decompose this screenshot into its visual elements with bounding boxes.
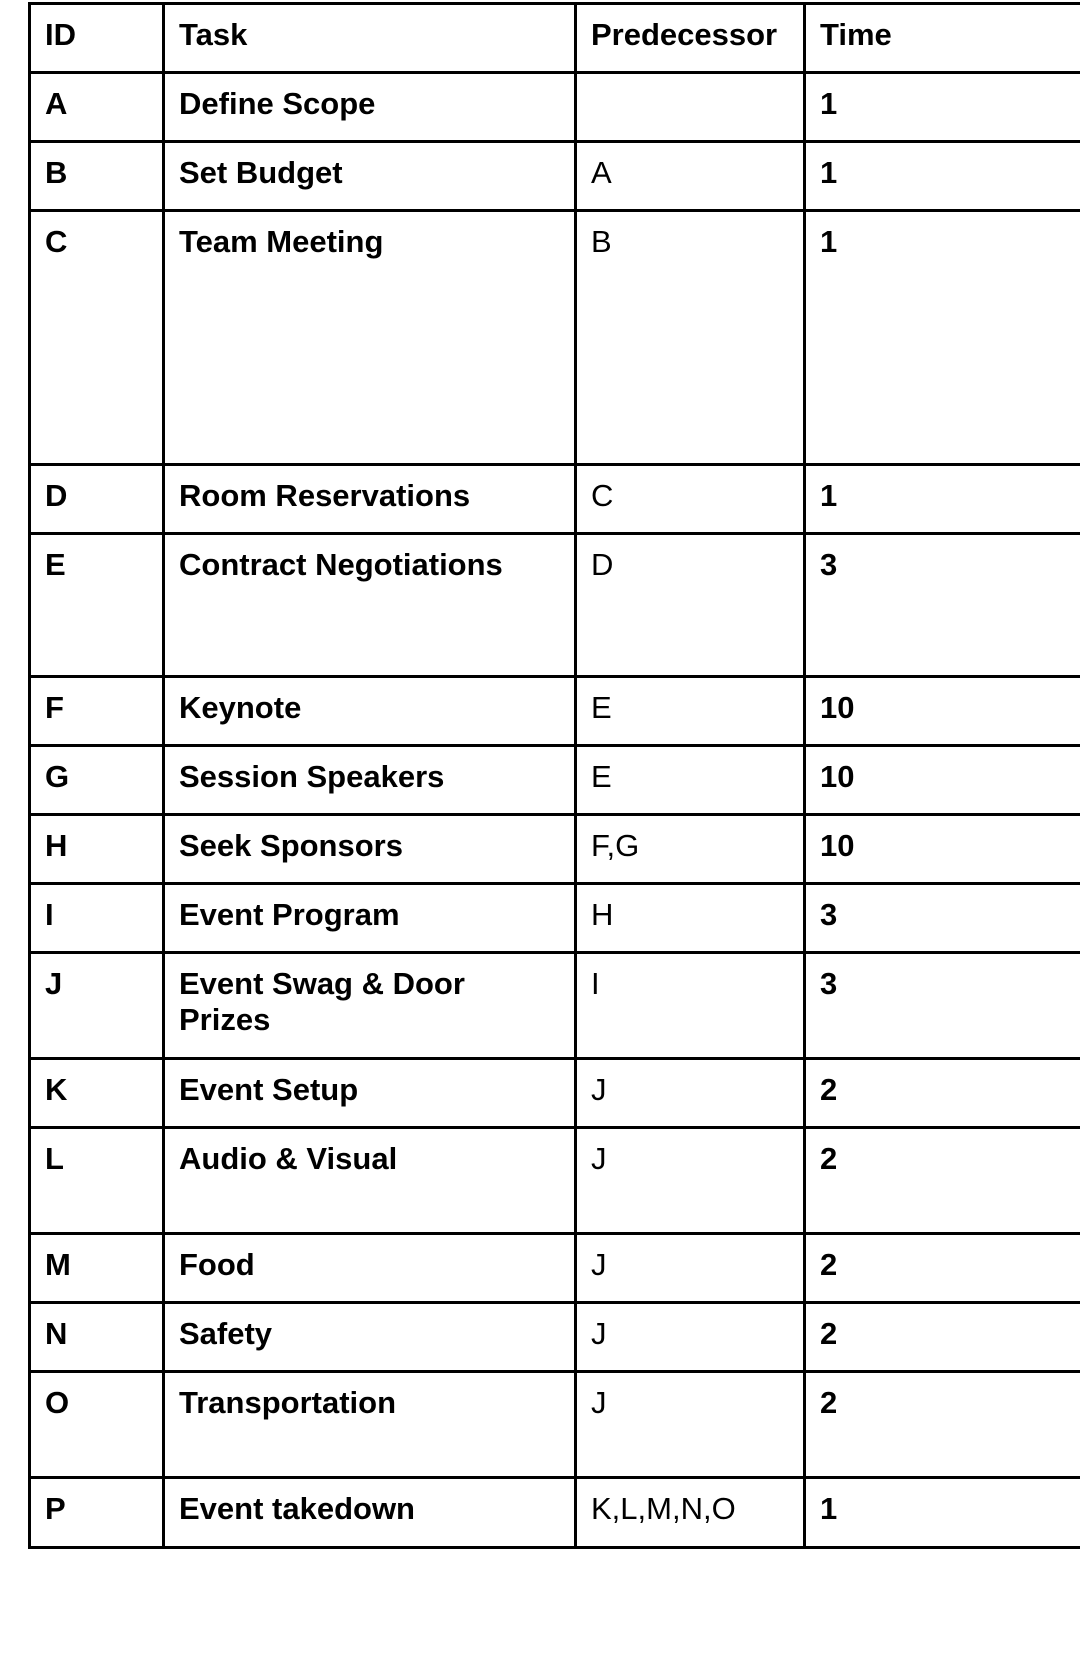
cell-time: 1 bbox=[805, 142, 1080, 211]
table-row bbox=[30, 142, 1080, 211]
table-row bbox=[30, 746, 1080, 815]
table-row bbox=[30, 953, 1080, 1059]
cell-time: 2 bbox=[805, 1234, 1080, 1303]
cell-time: 3 bbox=[805, 884, 1080, 953]
cell-id: D bbox=[30, 465, 164, 534]
cell-predecessor: I bbox=[576, 953, 805, 1059]
cell-task: Keynote bbox=[164, 677, 576, 746]
header-task: Task bbox=[164, 4, 576, 73]
cell-id: G bbox=[30, 746, 164, 815]
cell-time: 1 bbox=[805, 465, 1080, 534]
cell-task: Event takedown bbox=[164, 1478, 576, 1548]
table-row bbox=[30, 1478, 1080, 1548]
cell-id: F bbox=[30, 677, 164, 746]
table-header-row bbox=[30, 4, 1080, 73]
cell-task: Room Reservations bbox=[164, 465, 576, 534]
cell-task: Food bbox=[164, 1234, 576, 1303]
cell-id: K bbox=[30, 1059, 164, 1128]
cell-id: O bbox=[30, 1372, 164, 1478]
cell-predecessor bbox=[576, 73, 805, 142]
cell-time: 1 bbox=[805, 1478, 1080, 1548]
cell-task: Event Setup bbox=[164, 1059, 576, 1128]
task-table-container bbox=[28, 2, 1080, 1549]
cell-id: P bbox=[30, 1478, 164, 1548]
table-row bbox=[30, 465, 1080, 534]
cell-task: Contract Negotiations bbox=[164, 534, 576, 677]
cell-predecessor: A bbox=[576, 142, 805, 211]
cell-predecessor: E bbox=[576, 746, 805, 815]
cell-predecessor: E bbox=[576, 677, 805, 746]
cell-time: 2 bbox=[805, 1372, 1080, 1478]
cell-time: 10 bbox=[805, 815, 1080, 884]
cell-predecessor: J bbox=[576, 1234, 805, 1303]
table-row bbox=[30, 1234, 1080, 1303]
cell-task: Seek Sponsors bbox=[164, 815, 576, 884]
cell-task: Team Meeting bbox=[164, 211, 576, 465]
table-row bbox=[30, 1059, 1080, 1128]
cell-task: Set Budget bbox=[164, 142, 576, 211]
cell-predecessor: J bbox=[576, 1372, 805, 1478]
cell-task: Audio & Visual bbox=[164, 1128, 576, 1234]
cell-id: J bbox=[30, 953, 164, 1059]
table-row bbox=[30, 1303, 1080, 1372]
cell-predecessor: K,L,M,N,O bbox=[576, 1478, 805, 1548]
cell-time: 2 bbox=[805, 1303, 1080, 1372]
table-row bbox=[30, 73, 1080, 142]
cell-id: E bbox=[30, 534, 164, 677]
cell-time: 3 bbox=[805, 953, 1080, 1059]
cell-task: Safety bbox=[164, 1303, 576, 1372]
task-table bbox=[28, 2, 1080, 1549]
cell-id: N bbox=[30, 1303, 164, 1372]
cell-time: 10 bbox=[805, 677, 1080, 746]
table-row bbox=[30, 211, 1080, 465]
cell-predecessor: J bbox=[576, 1303, 805, 1372]
cell-predecessor: B bbox=[576, 211, 805, 465]
header-predecessor: Predecessor bbox=[576, 4, 805, 73]
table-row bbox=[30, 815, 1080, 884]
cell-time: 3 bbox=[805, 534, 1080, 677]
cell-time: 1 bbox=[805, 73, 1080, 142]
cell-predecessor: F,G bbox=[576, 815, 805, 884]
cell-task: Transportation bbox=[164, 1372, 576, 1478]
table-row bbox=[30, 1128, 1080, 1234]
header-id: ID bbox=[30, 4, 164, 73]
cell-predecessor: J bbox=[576, 1128, 805, 1234]
table-row bbox=[30, 534, 1080, 677]
cell-predecessor: D bbox=[576, 534, 805, 677]
table-row bbox=[30, 1372, 1080, 1478]
cell-predecessor: H bbox=[576, 884, 805, 953]
header-time: Time bbox=[805, 4, 1080, 73]
cell-task: Event Swag & Door Prizes bbox=[164, 953, 576, 1059]
cell-id: I bbox=[30, 884, 164, 953]
cell-id: A bbox=[30, 73, 164, 142]
cell-time: 2 bbox=[805, 1128, 1080, 1234]
cell-id: C bbox=[30, 211, 164, 465]
cell-time: 1 bbox=[805, 211, 1080, 465]
cell-id: H bbox=[30, 815, 164, 884]
cell-predecessor: C bbox=[576, 465, 805, 534]
table-row bbox=[30, 884, 1080, 953]
cell-task: Event Program bbox=[164, 884, 576, 953]
cell-id: B bbox=[30, 142, 164, 211]
table-row bbox=[30, 677, 1080, 746]
cell-time: 2 bbox=[805, 1059, 1080, 1128]
cell-task: Define Scope bbox=[164, 73, 576, 142]
cell-id: M bbox=[30, 1234, 164, 1303]
cell-time: 10 bbox=[805, 746, 1080, 815]
cell-task: Session Speakers bbox=[164, 746, 576, 815]
cell-id: L bbox=[30, 1128, 164, 1234]
cell-predecessor: J bbox=[576, 1059, 805, 1128]
